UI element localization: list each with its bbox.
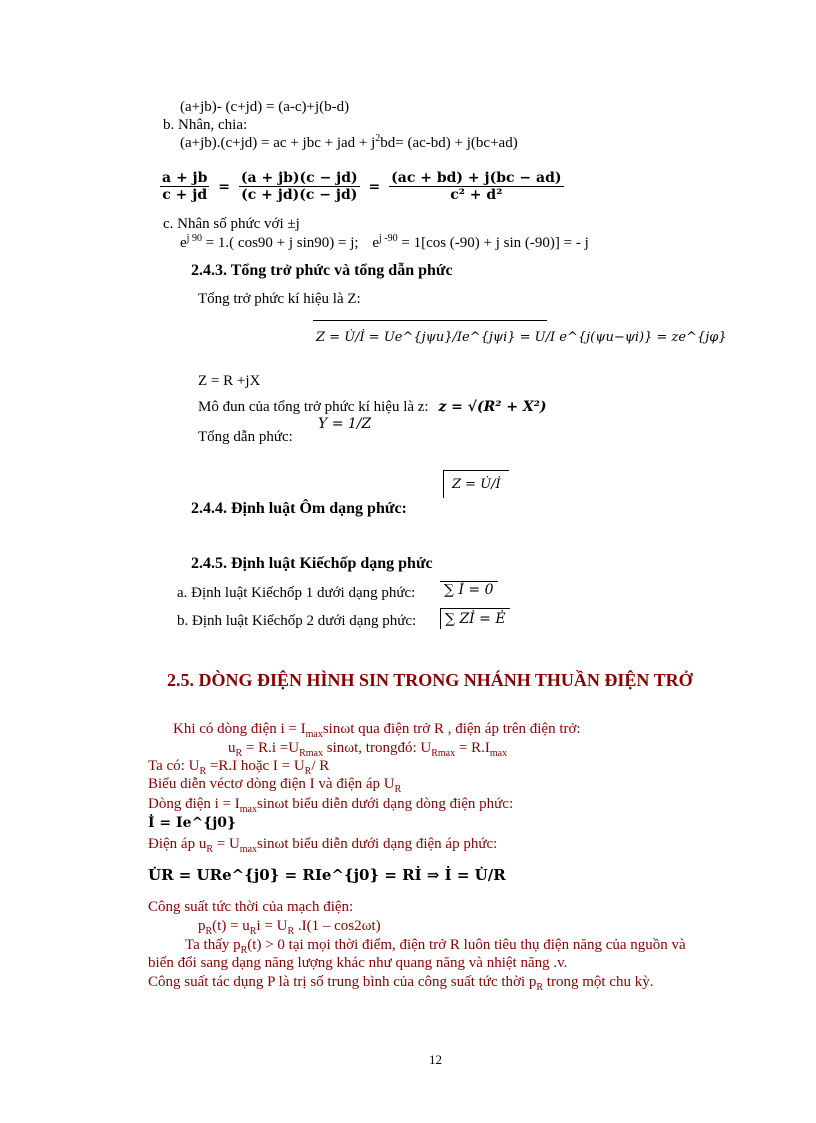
division-fraction-2: $\frac{(a + jb)(c - jd)}{(c + jd)(c - jd)}$	[240, 170, 358, 203]
division-fraction-3: $\frac{(ac + bd) + j(bc - ad)}{\text{c² + d²}}$	[391, 170, 562, 203]
ohm-relation: Ta có: $U_R =R.I$ hoặc $I = U_R/$ R	[148, 758, 330, 777]
impedance-formula: Z = U̇/İ = Ue^{jψu}/Ie^{jψi} = U/I e^{j(ψu−ψi)} = ze^{jφ}	[316, 330, 727, 345]
kcl-formula: ∑ İ = 0	[440, 581, 498, 598]
ohm-formula: Z = U̇/İ	[443, 470, 509, 498]
modulus-formula: z = √(R² + X²)	[438, 399, 547, 415]
modulus-line: Mô đun của tổng trở phức kí hiệu là z: z = √(R² + X²)	[198, 399, 547, 415]
current-phasor-formula: İ = Ie^{j0}	[148, 815, 237, 831]
energy-conversion: biến đổi sang dạng năng lượng khác như quang năng và nhiệt năng .v.	[148, 955, 568, 971]
formula-rule	[313, 320, 547, 321]
page-number: 12	[429, 1052, 442, 1067]
instant-power-equation: $p_R(t) = u_Ri = U_R$ .I(1 – cos2ωt)	[198, 918, 381, 937]
section-2-4-4-heading: 2.4.4. Định luật Ôm dạng phức:	[191, 500, 407, 517]
section-2-4-5-heading: 2.4.5. Định luật Kiếchốp dạng phức	[191, 555, 433, 572]
voltage-equation: $u_R = R.i =U_{Rmax}$ sinωt, trongđó: $U_{Rmax} = R.I_{max}$	[228, 740, 508, 759]
kvl-line: b. Định luật Kiếchốp 2 dưới dạng phức:	[177, 613, 417, 629]
z-components: Z = R +jX	[198, 373, 261, 389]
kvl-formula: ∑ Zİ = Ė	[440, 608, 510, 629]
vector-representation: Biểu diễn véctơ dòng điện I và điện áp $U_R$	[148, 776, 402, 795]
admittance-formula: Y = 1/Z	[318, 416, 372, 432]
impedance-definition: Tổng trở phức kí hiệu là Z:	[198, 291, 361, 307]
power-observation: Ta thấy $p_R(t) > 0$ tại mọi thời điểm, điện trở R luôn tiêu thụ điện năng của nguồn và	[185, 937, 686, 956]
instant-power-heading: Công suất tức thời của mạch điện:	[148, 899, 354, 915]
division-fraction-1: $\frac{a + jb}{c + jd}$	[162, 170, 208, 203]
subtraction-equation: (a+jb)- (c+jd) = (a-c)+j(b-d)	[180, 99, 350, 115]
multiplication-equation: (a+jb).(c+jd) = ac + jbc + jad + $j^2bd= (ac-bd) + j(bc+ad)$	[180, 133, 518, 151]
ej90-equation: $e^{j 90} = 1$.( cos90 + j sin90) = j; $e^{j -90} = 1[\cos$ (-90) + j sin (-90)] = - j	[180, 233, 589, 251]
paragraph-intro: Khi có dòng điện $i = I_{max}\sin\omega t$ qua điện trở R , điện áp trên điện trở:	[173, 721, 581, 740]
admittance-line: Tổng dẫn phức:	[198, 429, 293, 445]
multiply-divide-heading: b. Nhân, chia:	[163, 117, 248, 133]
voltage-phasor-formula: U̇R = URe^{j0} = RIe^{j0} = Rİ ⇒ İ = U̇/R	[148, 866, 506, 884]
active-power-definition: Công suất tác dụng P là trị số trung bình của công suất tức thời $p_R$ trong một chu kỳ.	[148, 974, 654, 993]
section-2-4-3-heading: 2.4.3. Tổng trở phức và tổng dẫn phức	[191, 262, 453, 279]
voltage-phasor-text: Điện áp $u_R = U_{max}\sin\omega t$ biểu diễn dưới dạng điện áp phức:	[148, 836, 498, 855]
multiply-j-heading: c. Nhân số phức với ±j	[163, 216, 300, 232]
kcl-line: a. Định luật Kiếchốp 1 dưới dạng phức:	[177, 585, 416, 601]
division-formula: $\frac{a + jb}{c + jd}$ = $\frac{(a + jb)(c - jd)}{(c + jd)(c - jd)}$ = $\frac{(ac + bd) + j(bc - ad)}{\text{c² + d²}}$	[162, 170, 562, 203]
current-phasor-text: Dòng điện $i = I_{max}\sin\omega t$ biểu diễn dưới dạng dòng điện phức:	[148, 796, 514, 815]
section-2-5-heading: 2.5. DÒNG ĐIỆN HÌNH SIN TRONG NHÁNH THUẦN ĐIỆN TRỞ	[167, 670, 693, 690]
